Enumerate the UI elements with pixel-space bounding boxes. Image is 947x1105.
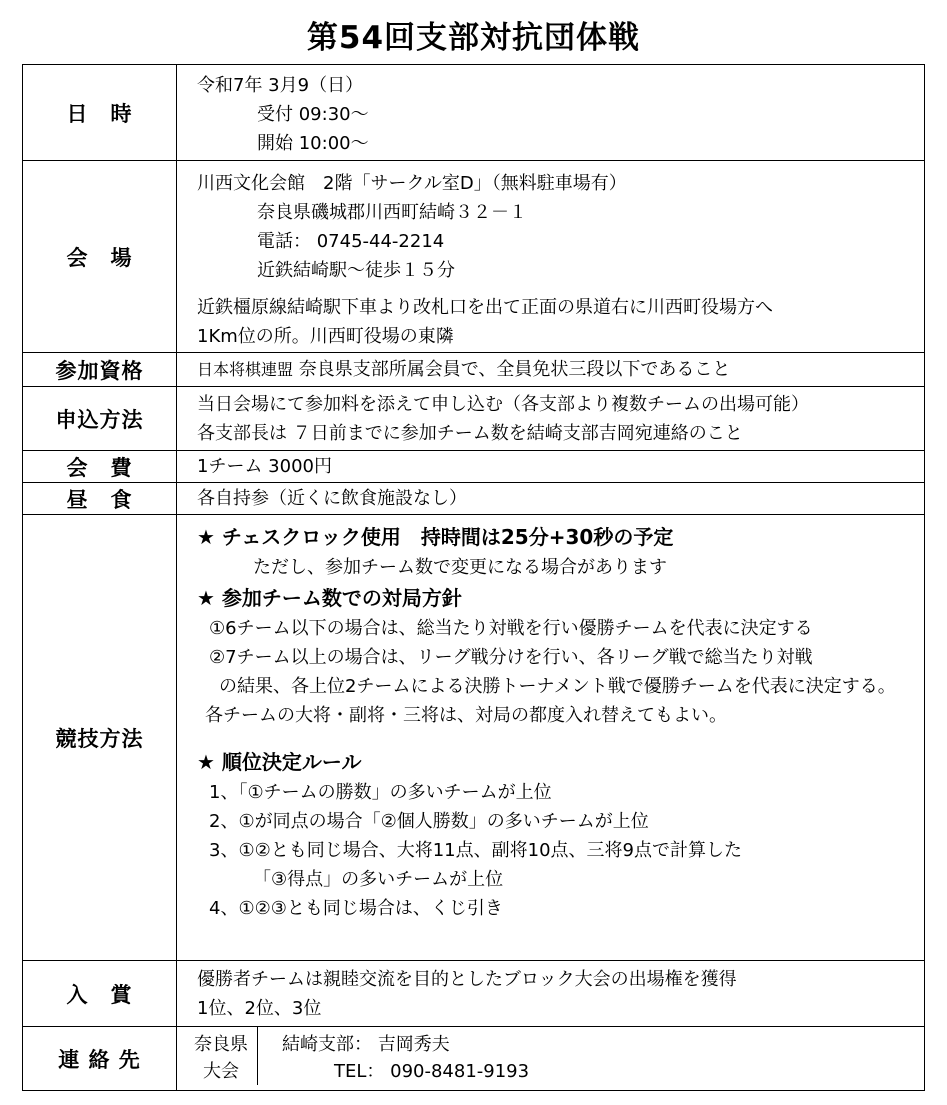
date-line: 令和7年 3月9（日）	[197, 75, 364, 96]
label-date: 日 時	[23, 65, 177, 161]
application-line-1: 当日会場にて参加料を添えて申し込む（各支部より複数チームの出場可能）	[197, 394, 809, 415]
venue-address: 奈良県磯城郡川西町結崎３２－１	[257, 202, 527, 223]
content-eligibility	[177, 353, 925, 387]
reception-time: 受付 09:30～	[257, 104, 369, 125]
ranking-rule-1: 1、「①チームの勝数」の多いチームが上位	[209, 782, 552, 803]
label-lunch: 昼 食	[23, 483, 177, 515]
row-venue	[23, 161, 925, 353]
page-title: 第54回支部対抗団体戦	[306, 20, 641, 56]
ranking-rule-4: 4、①②③とも同じ場合は、くじ引き	[209, 898, 503, 919]
venue-directions-2: 1Km位の所。川西町役場の東隣	[197, 326, 454, 347]
label-contact: 連 絡 先	[23, 1027, 177, 1091]
ranking-rule-3b: 「③得点」の多いチームが上位	[253, 869, 504, 890]
rules-clock-note: ただし、参加チーム数で変更になる場合があります	[253, 557, 667, 578]
contact-info	[258, 1027, 529, 1085]
rules-heading-clock: ★ チェスクロック使用 持時間は25分+30秒の予定	[197, 525, 674, 549]
content-fee: 1チーム 3000円	[177, 451, 925, 483]
rules-policy-4: 各チームの大将・副将・三将は、対局の都度入れ替えてもよい。	[205, 705, 727, 726]
content-application	[177, 387, 925, 451]
content-date	[177, 65, 925, 161]
content-lunch: 各自持参（近くに飲食施設なし）	[177, 483, 925, 515]
row-fee	[23, 451, 925, 483]
label-fee: 会 費	[23, 451, 177, 483]
label-venue: 会 場	[23, 161, 177, 353]
rules-policy-3: の結果、各上位2チームによる決勝トーナメント戦で優勝チームを代表に決定する。	[219, 676, 896, 697]
info-table	[22, 64, 925, 1091]
rules-policy-2: ②7チーム以上の場合は、リーグ戦分けを行い、各リーグ戦で総当たり対戦	[209, 647, 813, 668]
venue-name: 川西文化会館 2階「サークル室D」（無料駐車場有）	[197, 173, 627, 194]
rules-heading-policy: ★ 参加チーム数での対局方針	[197, 586, 462, 610]
content-contact	[177, 1027, 925, 1091]
row-prize	[23, 961, 925, 1027]
row-date	[23, 65, 925, 161]
eligibility-org: 日本将棋連盟	[197, 360, 294, 379]
label-eligibility: 参加資格	[23, 353, 177, 387]
row-eligibility	[23, 353, 925, 387]
contact-org-line-2: 大会	[203, 1061, 239, 1082]
contact-org	[177, 1027, 258, 1085]
start-time: 開始 10:00～	[257, 133, 369, 154]
row-lunch	[23, 483, 925, 515]
ranking-rule-3: 3、①②とも同じ場合、大将11点、副将10点、三将9点で計算した	[209, 840, 742, 861]
application-line-2: 各支部長は ７日前までに参加チーム数を結崎支部吉岡宛連絡のこと	[197, 423, 743, 444]
prize-line-1: 優勝者チームは親睦交流を目的としたブロック大会の出場権を獲得	[197, 969, 737, 990]
contact-org-line-1: 奈良県	[194, 1034, 248, 1055]
ranking-rule-2: 2、①が同点の場合「②個人勝数」の多いチームが上位	[209, 811, 649, 832]
content-venue	[177, 161, 925, 353]
row-contact	[23, 1027, 925, 1091]
venue-phone: 電話： 0745-44-2214	[257, 231, 445, 252]
rules-heading-ranking: ★ 順位決定ルール	[197, 750, 362, 774]
venue-directions-1: 近鉄橿原線結崎駅下車より改札口を出て正面の県道右に川西町役場方へ	[197, 297, 773, 318]
content-prize	[177, 961, 925, 1027]
prize-line-2: 1位、2位、3位	[197, 998, 322, 1019]
content-rules	[177, 515, 925, 961]
row-rules	[23, 515, 925, 961]
contact-tel: TEL： 090-8481-9193	[334, 1061, 530, 1082]
row-application	[23, 387, 925, 451]
label-application: 申込方法	[23, 387, 177, 451]
venue-walk: 近鉄結崎駅～徒歩１５分	[257, 260, 455, 281]
label-rules: 競技方法	[23, 515, 177, 961]
eligibility-text: 奈良県支部所属会員で、全員免状三段以下であること	[293, 359, 731, 380]
label-prize: 入 賞	[23, 961, 177, 1027]
rules-policy-1: ①6チーム以下の場合は、総当たり対戦を行い優勝チームを代表に決定する	[209, 618, 813, 639]
contact-branch: 結崎支部： 吉岡秀夫	[282, 1034, 450, 1055]
